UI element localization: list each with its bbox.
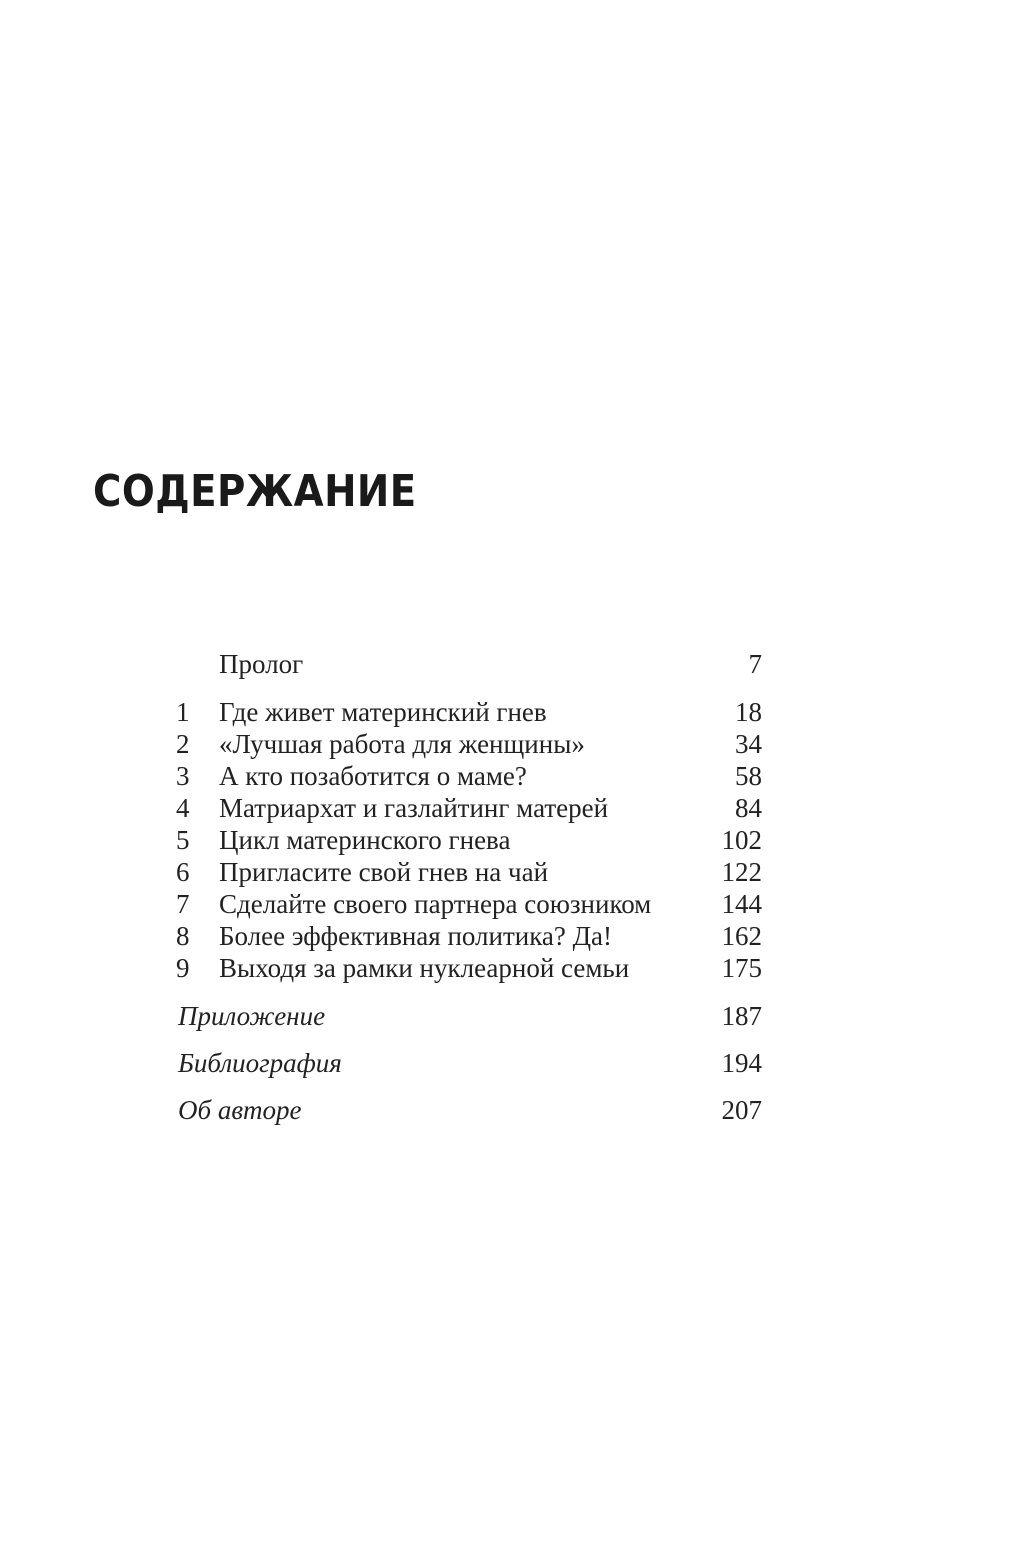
toc-entry-page: 84 bbox=[735, 793, 762, 823]
toc-entry-title: Матриархат и газлайтинг матерей bbox=[219, 793, 609, 823]
toc-entry-page: 194 bbox=[721, 1048, 762, 1078]
toc-entry-page: 207 bbox=[721, 1095, 762, 1125]
toc-entry-page: 102 bbox=[721, 825, 762, 855]
toc-entry-title: «Лучшая работа для женщины» bbox=[219, 729, 585, 759]
toc-entry-title: Сделайте своего партнера союзником bbox=[219, 889, 652, 919]
toc-entry-prologue[interactable] bbox=[176, 648, 766, 680]
toc-entry-chapter[interactable] bbox=[176, 952, 766, 984]
toc-entry-chapter[interactable] bbox=[176, 920, 766, 952]
toc-entry-page: 175 bbox=[721, 953, 762, 983]
toc-entry-page: 122 bbox=[721, 857, 762, 887]
toc-entry-title: Где живет материнский гнев bbox=[219, 697, 547, 727]
toc-entry-page: 34 bbox=[735, 729, 762, 759]
page-title: СОДЕРЖАНИЕ bbox=[93, 466, 417, 517]
toc-entry-title: Библиография bbox=[178, 1048, 342, 1078]
chapter-number: 9 bbox=[176, 953, 190, 983]
toc-entry-title: Выходя за рамки нуклеарной семьи bbox=[219, 953, 630, 983]
toc-entry-page: 7 bbox=[748, 649, 762, 679]
toc-entry-page: 187 bbox=[721, 1001, 762, 1031]
toc-entry-title: Более эффективная политика? Да! bbox=[219, 921, 613, 951]
toc-entry-about-author[interactable] bbox=[176, 1094, 766, 1126]
toc-entry-chapter[interactable] bbox=[176, 824, 766, 856]
chapter-number: 5 bbox=[176, 825, 190, 855]
toc-entry-title: Пролог bbox=[219, 649, 304, 679]
toc-entry-chapter[interactable] bbox=[176, 856, 766, 888]
toc-entry-chapter[interactable] bbox=[176, 760, 766, 792]
toc-entry-chapter[interactable] bbox=[176, 792, 766, 824]
toc-entry-bibliography[interactable] bbox=[176, 1047, 766, 1079]
toc-entry-title: А кто позаботится о маме? bbox=[219, 761, 527, 791]
chapter-number: 4 bbox=[176, 793, 190, 823]
toc-entry-page: 58 bbox=[735, 761, 762, 791]
toc-entry-page: 18 bbox=[735, 697, 762, 727]
toc-entry-title: Цикл материнского гнева bbox=[219, 825, 511, 855]
chapter-number: 8 bbox=[176, 921, 190, 951]
toc-entry-title: Приложение bbox=[178, 1001, 326, 1031]
toc-entry-title: Пригласите свой гнев на чай bbox=[219, 857, 549, 887]
chapter-number: 6 bbox=[176, 857, 190, 887]
toc-entry-page: 144 bbox=[721, 889, 762, 919]
chapter-number: 3 bbox=[176, 761, 190, 791]
chapter-number: 1 bbox=[176, 697, 190, 727]
toc-entry-chapter[interactable] bbox=[176, 728, 766, 760]
toc-entry-chapter[interactable] bbox=[176, 888, 766, 920]
toc-entry-page: 162 bbox=[721, 921, 762, 951]
chapter-number: 2 bbox=[176, 729, 190, 759]
toc-entry-title: Об авторе bbox=[178, 1095, 302, 1125]
chapter-number: 7 bbox=[176, 889, 190, 919]
toc-entry-appendix[interactable] bbox=[176, 1000, 766, 1032]
toc-entry-chapter[interactable] bbox=[176, 696, 766, 728]
